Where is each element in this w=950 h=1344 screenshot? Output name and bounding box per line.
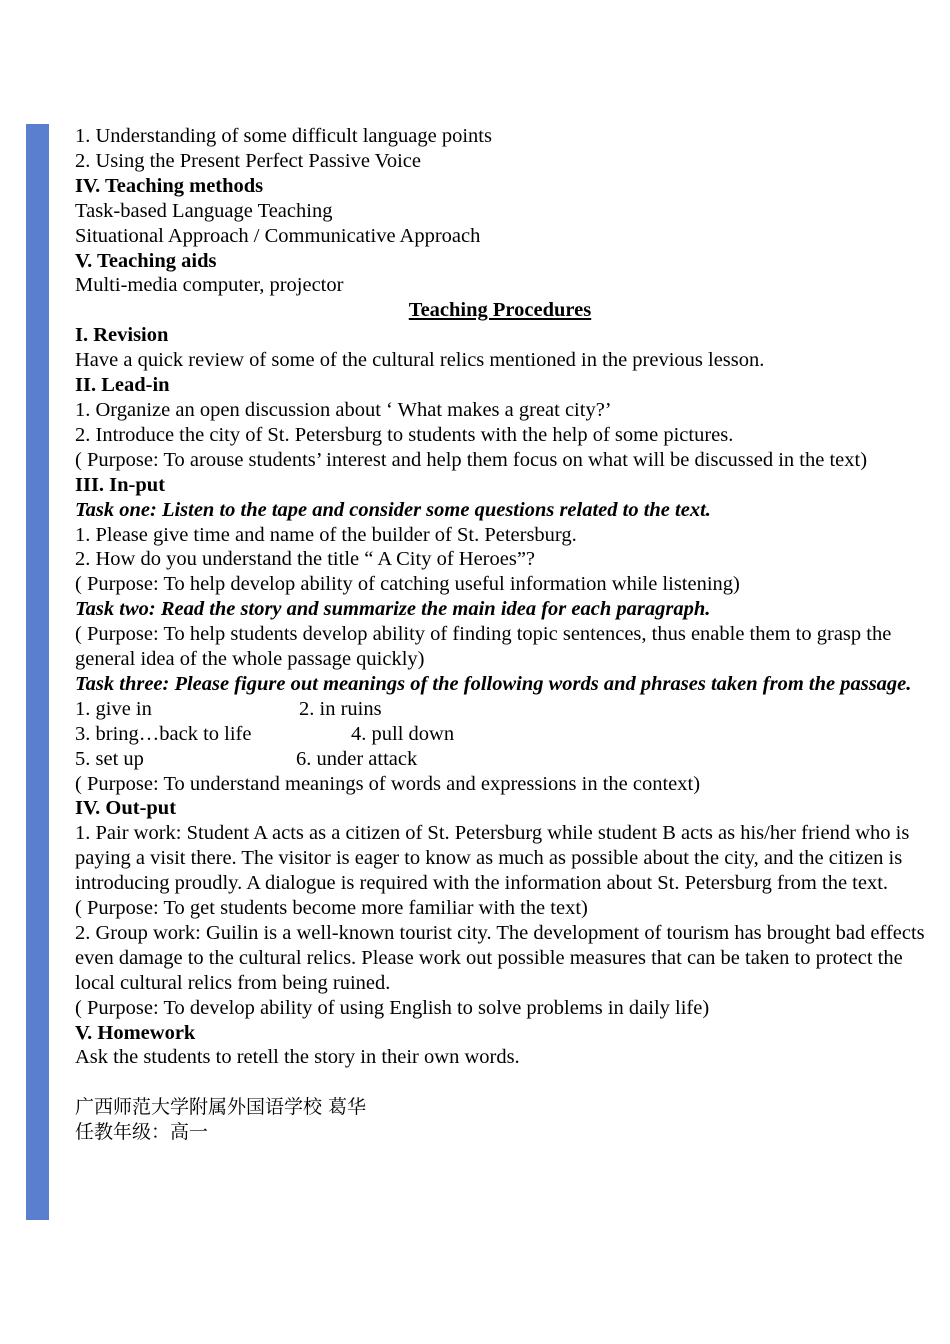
input-heading: III. In-put — [75, 473, 166, 496]
phrase-row — [75, 697, 925, 722]
homework-heading: V. Homework — [75, 1021, 196, 1044]
objective-item-2: 2. Using the Present Perfect Passive Voice — [75, 149, 421, 172]
leadin-purpose: ( Purpose: To arouse students’ interest and help them focus on what will be discussed in the text) — [75, 448, 868, 471]
left-margin-bar — [26, 124, 49, 1220]
leadin-item-2: 2. Introduce the city of St. Petersburg to students with the help of some pictures. — [75, 423, 734, 446]
task-one-question-1: 1. Please give time and name of the builder of St. Petersburg. — [75, 523, 577, 546]
aids-heading: V. Teaching aids — [75, 249, 217, 272]
phrase-right: 4. pull down — [351, 722, 455, 745]
homework-text: Ask the students to retell the story in their own words. — [75, 1046, 520, 1069]
leadin-item-1: 1. Organize an open discussion about ‘ What makes a great city?’ — [75, 398, 612, 421]
procedures-title-text: Teaching Procedures — [408, 299, 592, 322]
document-body — [75, 124, 925, 1145]
phrase-right: 6. under attack — [296, 747, 418, 770]
revision-text: Have a quick review of some of the cultural relics mentioned in the previous lesson. — [75, 349, 765, 372]
leadin-heading: II. Lead-in — [75, 374, 170, 397]
phrase-right: 2. in ruins — [299, 697, 382, 720]
task-one-question-2: 2. How do you understand the title “ A City of Heroes”? — [75, 548, 536, 571]
output-item-2-purpose: ( Purpose: To develop ability of using English to solve problems in daily life) — [75, 996, 710, 1019]
phrase-row — [75, 747, 925, 772]
task-one-purpose: ( Purpose: To help develop ability of catching useful information while listening) — [75, 573, 740, 596]
aids-line-1: Multi-media computer, projector — [75, 274, 344, 297]
phrase-left: 1. give in — [75, 697, 152, 720]
output-heading: IV. Out-put — [75, 797, 177, 820]
phrase-left: 3. bring…back to life — [75, 722, 252, 745]
output-item-1-purpose: ( Purpose: To get students become more familiar with the text) — [75, 897, 588, 920]
methods-heading: IV. Teaching methods — [75, 174, 264, 197]
methods-line-2: Situational Approach / Communicative Approach — [75, 224, 481, 247]
methods-line-1: Task-based Language Teaching — [75, 199, 333, 222]
revision-heading: I. Revision — [75, 324, 169, 347]
task-two-purpose: ( Purpose: To help students develop ability of finding topic sentences, thus enable them to grasp the general idea of the whole passage quickly) — [75, 623, 892, 671]
task-three-purpose: ( Purpose: To understand meanings of words and expressions in the context) — [75, 772, 701, 795]
task-three-heading: Task three: Please figure out meanings of the following words and phrases taken from the passage. — [75, 672, 912, 695]
phrase-left: 5. set up — [75, 747, 144, 770]
phrase-row — [75, 722, 925, 747]
task-one-heading: Task one: Listen to the tape and consider some questions related to the text. — [75, 498, 711, 521]
blank-line — [75, 1070, 925, 1095]
objective-item-1: 1. Understanding of some difficult language points — [75, 125, 492, 147]
procedures-title — [75, 298, 925, 323]
author-grade: 任教年级：高一 — [75, 1121, 209, 1144]
author-school: 广西师范大学附属外国语学校 葛华 — [75, 1096, 367, 1119]
task-two-heading: Task two: Read the story and summarize the main idea for each paragraph. — [75, 598, 711, 621]
output-item-2: 2. Group work: Guilin is a well-known tourist city. The development of tourism has brought bad effects even damage to the cultural relics. Please work out possible measures that can be taken to protect the local cultural relics from being ruined. — [75, 921, 925, 994]
output-item-1: 1. Pair work: Student A acts as a citizen of St. Petersburg while student B acts as his/her friend who is paying a visit there. The visitor is eager to know as much as possible about the city, and the citizen is introducing proudly. A dialogue is required with the information about St. Petersburg from the text. — [75, 822, 910, 895]
